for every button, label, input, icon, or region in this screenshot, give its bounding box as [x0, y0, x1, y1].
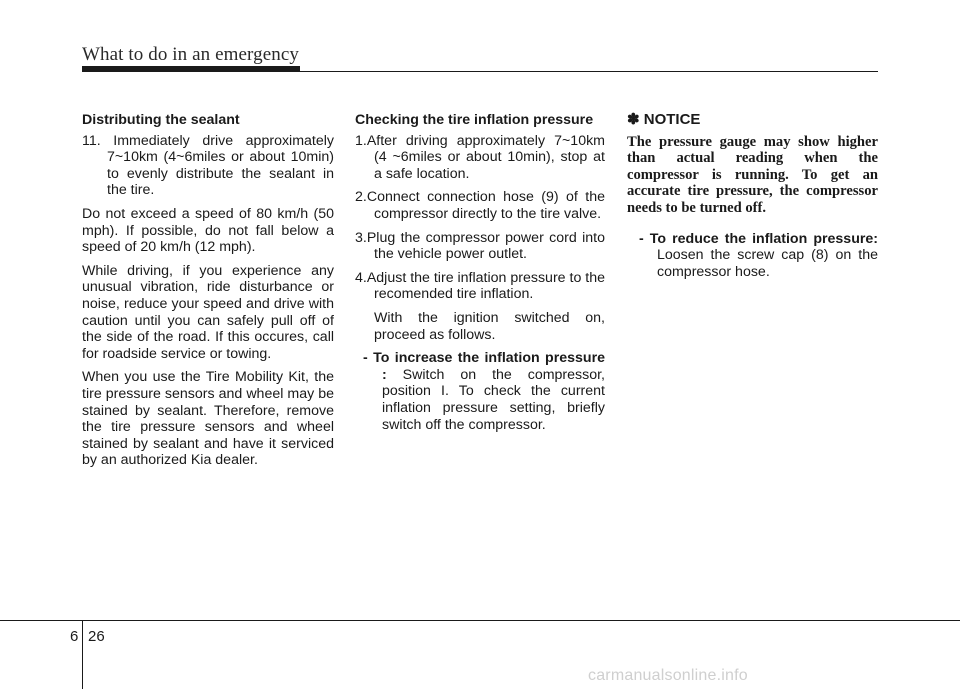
notice-heading: ✽ NOTICE — [627, 111, 701, 128]
footer-rule — [0, 620, 960, 621]
step-4-note: With the ignition switched on, proceed as follows. — [374, 309, 605, 343]
step-11-text: Immediately drive approximately 7~10km (4~6miles or about 10min) to evenly distribute the sealant in the tire. — [107, 132, 334, 199]
paragraph-stained: When you use the Tire Mobility Kit, the tire pressure sensors and wheel may be stained by sealant. Therefore, remove the tire pressure sensors and wheel stained by sealant and have it serviced by an authorized Kia dealer. — [82, 369, 334, 469]
increase-pressure-item — [355, 350, 605, 433]
paragraph-vibration: While driving, if you experience any unusual vibration, ride disturbance or noise, reduce your speed and drive with caution until you can safely pull off of the side of the road. If this occures, call for roadside service or towing. — [82, 262, 334, 362]
increase-pressure-label: - To increase the inflation pressure : — [363, 350, 605, 383]
heading-checking-pressure: Checking the tire inflation pressure — [355, 112, 594, 128]
column-left — [82, 112, 334, 476]
notice-body: The pressure gauge may show higher than actual reading when the compressor is running. To get an accurate tire pressure, the compressor needs to be turned off. — [627, 133, 878, 216]
paragraph-speed: Do not exceed a speed of 80 km/h (50 mph). If possible, do not fall below a speed of 20 km/h (12 mph). — [82, 205, 334, 256]
step-4: 4.Adjust the tire inflation pressure to the recomended tire inflation. — [355, 269, 605, 303]
step-11 — [82, 133, 334, 199]
step-11-number: 11. — [82, 132, 101, 149]
footer-divider — [82, 620, 83, 689]
watermark-text: carmanualsonline.info — [588, 667, 748, 684]
reduce-pressure-label: - To reduce the inflation pressure: — [639, 230, 878, 247]
page-number: 26 — [88, 628, 105, 645]
reduce-pressure-item — [627, 231, 878, 281]
header-rule-thin — [82, 71, 878, 72]
step-3: 3.Plug the compressor power cord into the vehicle power outlet. — [355, 229, 605, 263]
step-1: 1.After driving approximately 7~10km (4 ~6miles or about 10min), stop at a safe location. — [355, 132, 605, 182]
heading-distributing-sealant: Distributing the sealant — [82, 112, 240, 128]
reduce-pressure-text: Loosen the screw cap (8) on the compressor hose. — [657, 247, 878, 280]
column-middle — [355, 112, 605, 440]
increase-pressure-text: Switch on the compressor, position I. To check the current inflation pressure setting, briefly switch off the compressor. — [382, 366, 605, 433]
chapter-number: 6 — [70, 628, 79, 645]
column-right — [627, 112, 878, 287]
section-title: What to do in an emergency — [82, 44, 299, 65]
step-2: 2.Connect connection hose (9) of the compressor directly to the tire valve. — [355, 189, 605, 222]
